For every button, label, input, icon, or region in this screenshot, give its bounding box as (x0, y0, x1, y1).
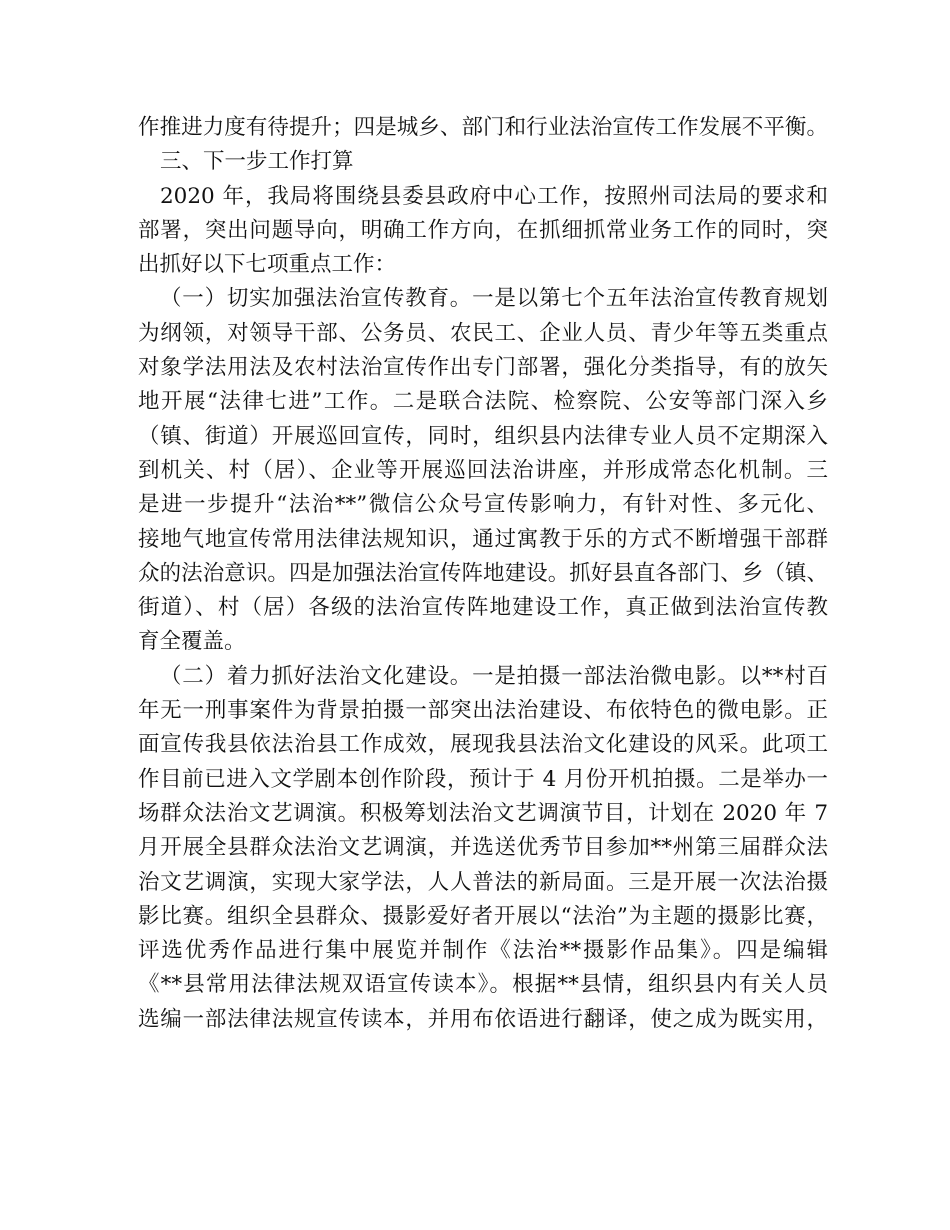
text-line: 众的法治意识。四是加强法治宣传阵地建设。抓好县直各部门、乡（镇、 (138, 560, 828, 586)
text-line: 治文艺调演，实现大家学法，人人普法的新局面。三是开展一次法治摄 (138, 869, 828, 895)
text-line: 为纲领，对领导干部、公务员、农民工、企业人员、青少年等五类重点 (138, 320, 828, 346)
text-line: 2020 年，我局将围绕县委县政府中心工作，按照州司法局的要求和 (160, 183, 828, 209)
subsection-heading-line: （二）着力抓好法治文化建设。一是拍摄一部法治微电影。以**村百 (160, 663, 828, 689)
text-line: 《**县常用法律法规双语宣传读本》。根据**县情，组织县内有关人员 (138, 972, 828, 998)
section-heading: 三、下一步工作打算 (160, 149, 354, 175)
text-line: 评选优秀作品进行集中展览并制作《法治**摄影作品集》。四是编辑 (138, 938, 828, 964)
text-line: 作目前已进入文学剧本创作阶段，预计于 4 月份开机拍摄。二是举办一 (138, 766, 828, 792)
text-line: 作推进力度有待提升；四是城乡、部门和行业法治宣传工作发展不平衡。 (138, 115, 828, 140)
text-line: 年无一刑事案件为背景拍摄一部突出法治建设、布依特色的微电影。正 (138, 698, 828, 724)
text-line: 地开展“法律七进”工作。二是联合法院、检察院、公安等部门深入乡 (138, 389, 828, 415)
document-body (138, 111, 828, 1037)
text-line: 出抓好以下七项重点工作： (138, 252, 397, 278)
text-line: 影比赛。组织全县群众、摄影爱好者开展以“法治”为主题的摄影比赛， (138, 903, 828, 929)
text-line: 是进一步提升“法治**”微信公众号宣传影响力，有针对性、多元化、 (138, 492, 828, 518)
text-line: 面宣传我县依法治县工作成效，展现我县法治文化建设的风采。此项工 (138, 732, 828, 758)
text-line: 对象学法用法及农村法治宣传作出专门部署，强化分类指导，有的放矢 (138, 355, 828, 381)
text-line: 接地气地宣传常用法律法规知识，通过寓教于乐的方式不断增强干部群 (138, 526, 828, 552)
text-line: 到机关、村（居）、企业等开展巡回法治讲座，并形成常态化机制。三 (138, 457, 828, 483)
subsection-heading-line: （一）切实加强法治宣传教育。一是以第七个五年法治宣传教育规划 (160, 286, 828, 312)
text-line: 选编一部法律法规宣传读本，并用布依语进行翻译，使之成为既实用， (138, 1006, 828, 1032)
text-line: 部署，突出问题导向，明确工作方向，在抓细抓常业务工作的同时，突 (138, 217, 828, 243)
text-line: 育全覆盖。 (138, 629, 246, 655)
text-line: 街道）、村（居）各级的法治宣传阵地建设工作，真正做到法治宣传教 (138, 595, 828, 621)
text-line: 场群众法治文艺调演。积极筹划法治文艺调演节目，计划在 2020 年 7 (138, 800, 828, 826)
text-line: （镇、街道）开展巡回宣传，同时，组织县内法律专业人员不定期深入 (138, 423, 828, 449)
text-line: 月开展全县群众法治文艺调演，并选送优秀节目参加**州第三届群众法 (138, 835, 828, 861)
